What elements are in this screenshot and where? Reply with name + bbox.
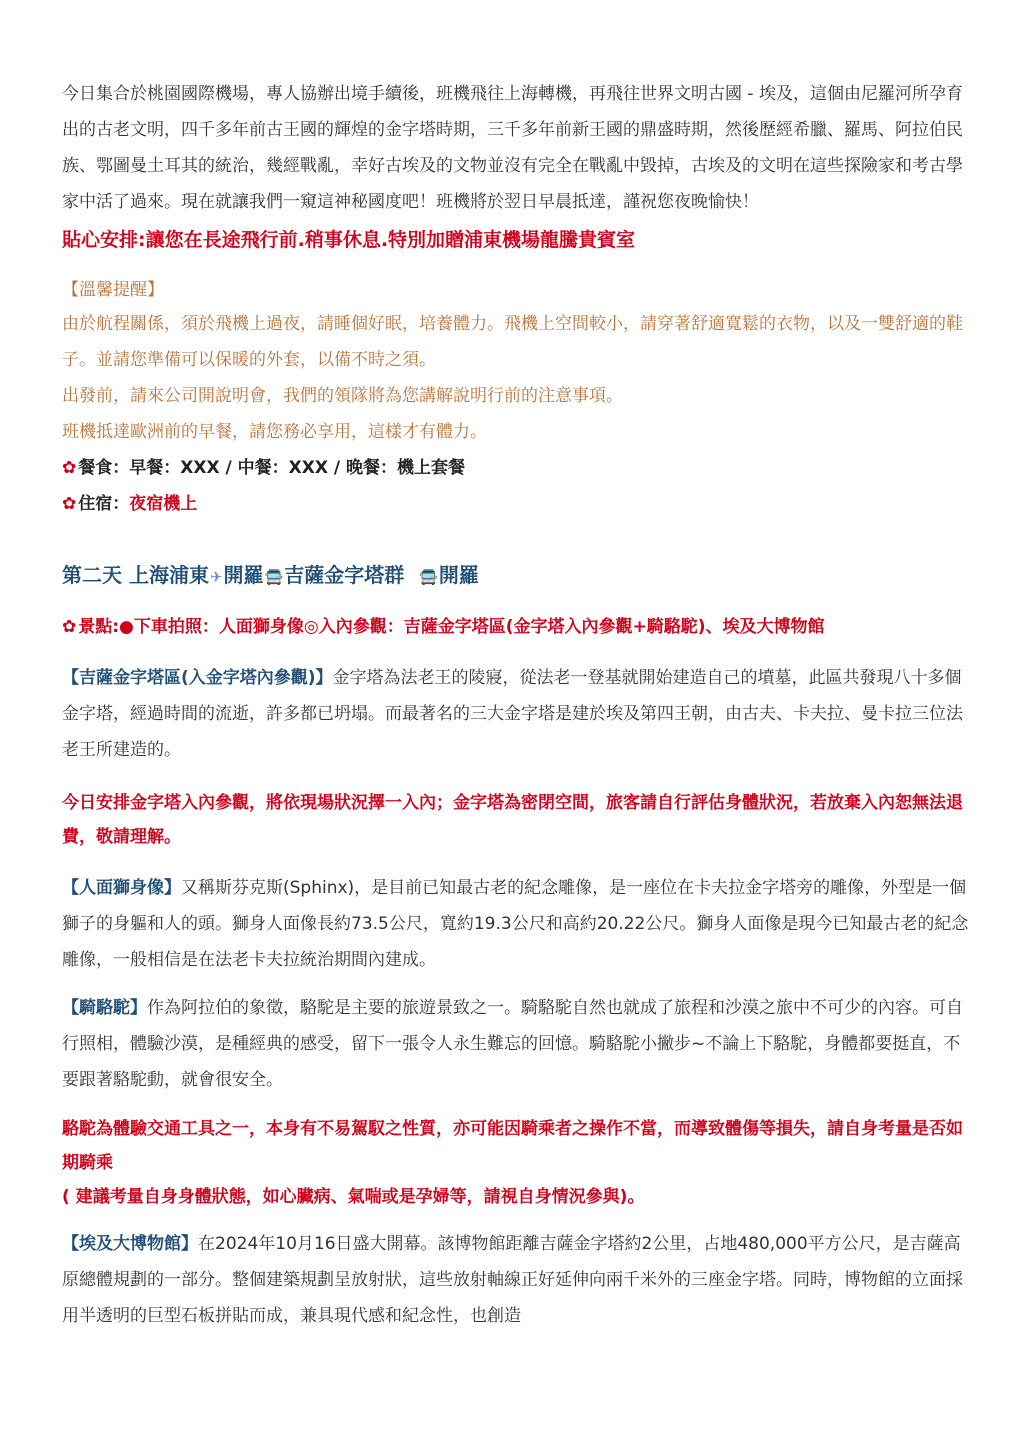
sphinx-text: 又稱斯芬克斯(Sphinx)，是目前已知最古老的紀念雕像，是一座位在卡夫拉金字塔旁的雕像，外型是一個獅子的身軀和人的頭。獅身人面像長約73.5公尺，寬約19.3公尺和高約20.22公尺。獅身人面像是現今已知最古老的紀念雕像，一般相信是在法老卡夫拉統治期間內建成。	[62, 878, 969, 970]
bus-icon: 🚍	[264, 568, 284, 586]
camel-notice-advice: ( 建議考量自身身體狀態，如心臟病、氣喘或是孕婦等，請視自身情況參與)。	[62, 1187, 645, 1207]
tips-title: 【溫馨提醒】	[62, 280, 164, 300]
tip-item: 由於航程關係，須於飛機上過夜，請睡個好眠，培養體力。飛機上空間較小，請穿著舒適寬鬆的衣物，以及一雙舒適的鞋子。並請您準備可以保暖的外套，以備不時之須。	[62, 314, 963, 370]
day2-spots	[62, 612, 972, 642]
day1-special-arrangement: 貼心安排:讓您在長途飛行前.稍事休息.特別加贈浦東機場龍騰貴賓室	[62, 229, 636, 251]
itinerary-page	[62, 76, 972, 1334]
plane-icon: ✈	[209, 568, 223, 586]
flower-icon: ✿	[62, 458, 77, 478]
camel-notice: 駱駝為體驗交通工具之一，本身有不易駕馭之性質，亦可能因騎乘者之操作不當，而導致體傷等損失，請自身考量是否如期騎乘	[62, 1119, 963, 1173]
day2-title-part: 吉薩金字塔群	[284, 563, 412, 587]
tip-item: 出發前，請來公司開說明會，我們的領隊將為您講解說明行前的注意事項。	[62, 386, 623, 406]
museum-text: 在2024年10月16日盛大開幕。該博物館距離吉薩金字塔約2公里，占地480,000平方公尺，是吉薩高原總體規劃的一部分。整個建築規劃呈放射狀，這些放射軸線正好延伸向兩千米外的三座金字塔。同時，博物館的立面採用半透明的巨型石板拼貼而成，兼具現代感和紀念性，也創造	[62, 1234, 963, 1326]
day2-title	[62, 560, 972, 592]
sphinx-heading: 【人面獅身像】	[62, 878, 181, 898]
tip-item: 班機抵達歐洲前的早餐，請您務必享用，這樣才有體力。	[62, 422, 487, 442]
camel-heading: 【騎駱駝】	[62, 998, 147, 1018]
day1-meals	[62, 450, 972, 486]
museum-heading: 【埃及大博物館】	[62, 1234, 198, 1254]
day2-title-part: 第二天 上海浦東	[62, 563, 209, 587]
lodging-label: 住宿：	[78, 494, 130, 514]
day1-intro: 今日集合於桃園國際機場，專人協辦出境手續後，班機飛往上海轉機，再飛往世界文明古國 - 埃及，這個由尼羅河所孕育出的古老文明，四千多年前古王國的輝煌的金字塔時期，三千多年前新王國的鼎盛時期，然後歷經希臘、羅馬、阿拉伯民族、鄂圖曼土耳其的統治，幾經戰亂，幸好古埃及的文物並沒有完全在戰亂中毀掉，古埃及的文明在這些探險家和考古學家中活了過來。現在就讓我們一窺這神秘國度吧！班機將於翌日早晨抵達，謹祝您夜晚愉快！	[62, 84, 963, 212]
museum-section	[62, 1226, 972, 1334]
sphinx-section	[62, 870, 972, 978]
flower-icon: ✿	[62, 617, 77, 637]
lodging-value: 夜宿機上	[129, 494, 198, 514]
day2-title-part: 開羅	[223, 563, 264, 587]
meals-text: 餐食：早餐：XXX / 中餐：XXX / 晚餐：機上套餐	[78, 458, 465, 478]
day1-lodging	[62, 486, 972, 522]
bus-icon: 🚍	[419, 568, 438, 586]
flower-icon: ✿	[62, 494, 77, 514]
camel-text: 作為阿拉伯的象徵，駱駝是主要的旅遊景致之一。騎駱駝自然也就成了旅程和沙漠之旅中不可少的內容。可自行照相，體驗沙漠，是種經典的感受，留下一張令人永生難忘的回憶。騎駱駝小撇步~不論上下駱駝，身體都要挺直，不要跟著駱駝動，就會很安全。	[62, 998, 963, 1090]
pyramid-section	[62, 660, 972, 768]
camel-section	[62, 990, 972, 1098]
pyramid-text: 金字塔為法老王的陵寢，從法老一登基就開始建造自己的墳墓，此區共發現八十多個金字塔，經過時間的流逝，許多都已坍塌。而最著名的三大金字塔是建於埃及第四王朝，由古夫、卡夫拉、曼卡拉三位法老王所建造的。	[62, 668, 963, 760]
day2-title-part: 開羅	[438, 563, 479, 587]
pyramid-heading: 【吉薩金字塔區(入金字塔內參觀)】	[62, 668, 333, 688]
pyramid-notice: 今日安排金字塔入內參觀，將依現場狀況擇一入內；金字塔為密閉空間，旅客請自行評估身體狀況，若放棄入內恕無法退費，敬請理解。	[62, 793, 963, 847]
spots-text: 景點:●下車拍照：人面獅身像◎入內參觀：吉薩金字塔區(金字塔入內參觀+騎駱駝)、埃及大博物館	[78, 617, 825, 637]
